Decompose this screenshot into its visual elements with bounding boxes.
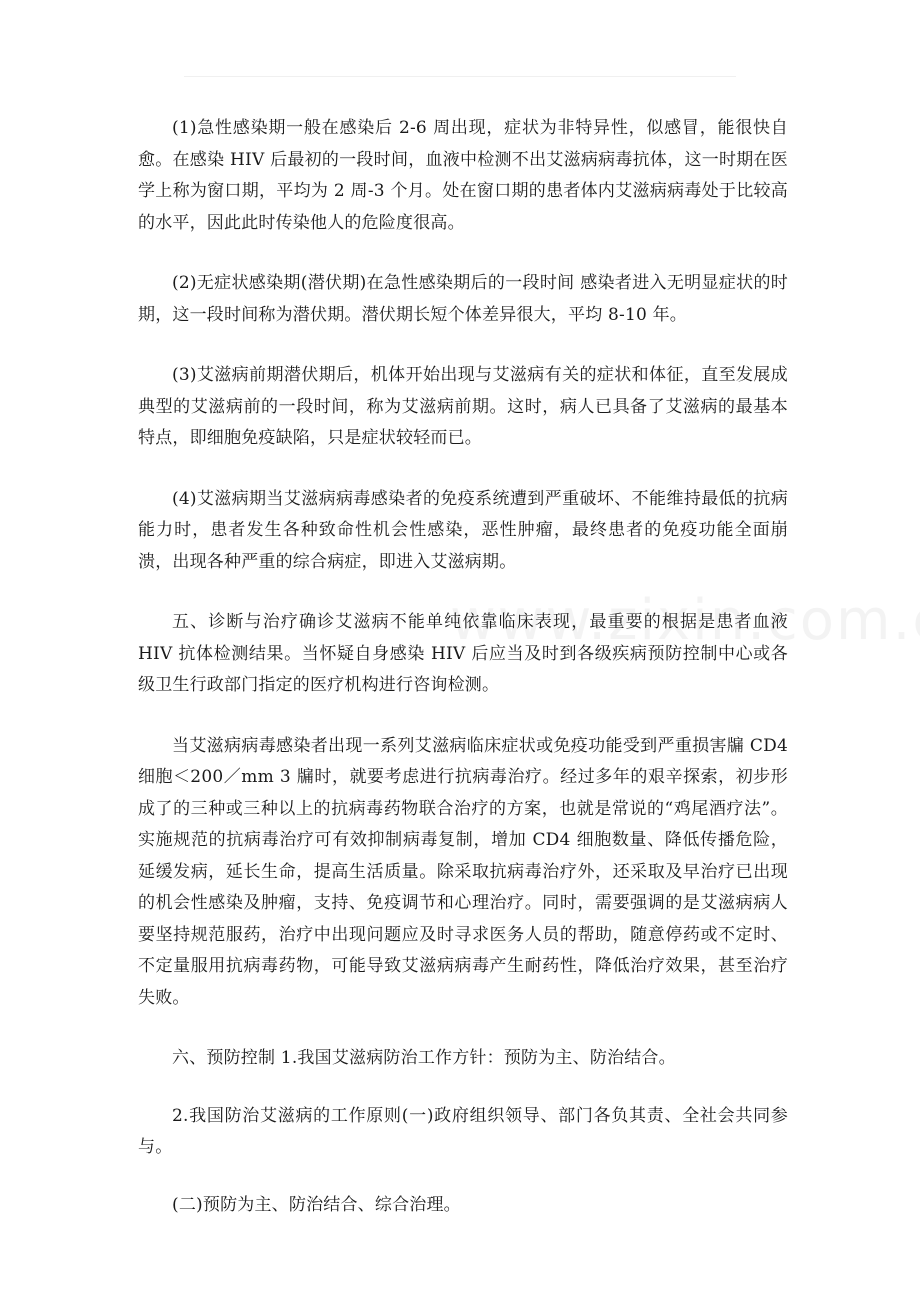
footer-mark: [440, 1213, 480, 1219]
paragraph-diagnosis: 五、诊断与治疗确诊艾滋病不能单纯依靠临床表现，最重要的根据是患者血液 HIV 抗体检测结果。当怀疑自身感染 HIV 后应当及时到各级疾病预防控制中心或各级卫生行政部门指定的医疗机构进行咨询检测。: [138, 612, 788, 695]
paragraph-treatment: 当艾滋病病毒感染者出现一系列艾滋病临床症状或免疫功能受到严重损害牖 CD4 细胞＜200／mm 3 牖时，就要考虑进行抗病毒治疗。经过多年的艰辛探索，初步形成了的三种或三种以上的抗病毒药物联合治疗的方案，也就是常说的“鸡尾酒疗法”。实施规范的抗病毒治疗可有效抑制病毒复制，增加 CD4 细胞数量、降低传播危险，延缓发病，延长生命，提高生活质量。除采取抗病毒治疗外，还采取及早治疗已出现的机会性感染及肿瘤，支持、免疫调节和心理治疗。同时，需要强调的是艾滋病病人要坚持规范服药，治疗中出现问题应及时寻求医务人员的帮助，随意停药或不定时、不定量服用抗病毒药物，可能导致艾滋病病毒产生耐药性，降低治疗效果，甚至治疗失败。: [138, 735, 788, 1008]
paragraph-prevention-principle-2: (二)预防为主、防治结合、综合治理。: [172, 1194, 461, 1215]
paragraph-pre-aids: (3)艾滋病前期潜伏期后，机体开始出现与艾滋病有关的症状和体征，直至发展成典型的艾滋病前的一段时间，称为艾滋病前期。这时，病人已具备了艾滋病的最基本特点，即细胞免疫缺陷，只是症状较轻而已。: [138, 365, 788, 448]
paragraph-acute-infection: (1)急性感染期一般在感染后 2-6 周出现，症状为非特异性，似感冒，能很快自愈。在感染 HIV 后最初的一段时间，血液中检测不出艾滋病病毒抗体，这一时期在医学上称为窗口期，平均为 2 周-3 个月。处在窗口期的患者体内艾滋病病毒处于比较高的水平，因此此时传染他人的危险度很高。: [138, 118, 788, 233]
paragraph-prevention-policy: 六、预防控制 1.我国艾滋病防治工作方针：预防为主、防治结合。: [172, 1048, 676, 1068]
paragraph-latent-period: (2)无症状感染期(潜伏期)在急性感染期后的一段时间 感染者进入无明显症状的时期，这一段时间称为潜伏期。潜伏期长短个体差异很大，平均 8-10 年。: [138, 273, 788, 325]
paragraph-aids-stage: (4)艾滋病期当艾滋病病毒感染者的免疫系统遭到严重破坏、不能维持最低的抗病能力时，患者发生各种致命性机会性感染，恶性肿瘤，最终患者的免疫功能全面崩溃，出现各种严重的综合病症，即进入艾滋病期。: [138, 488, 788, 572]
paragraph-prevention-principle: 2.我国防治艾滋病的工作原则(一)政府组织领导、部门各负其责、全社会共同参与。: [138, 1105, 788, 1157]
header-rule: [184, 76, 736, 77]
document-body: [138, 113, 788, 1247]
